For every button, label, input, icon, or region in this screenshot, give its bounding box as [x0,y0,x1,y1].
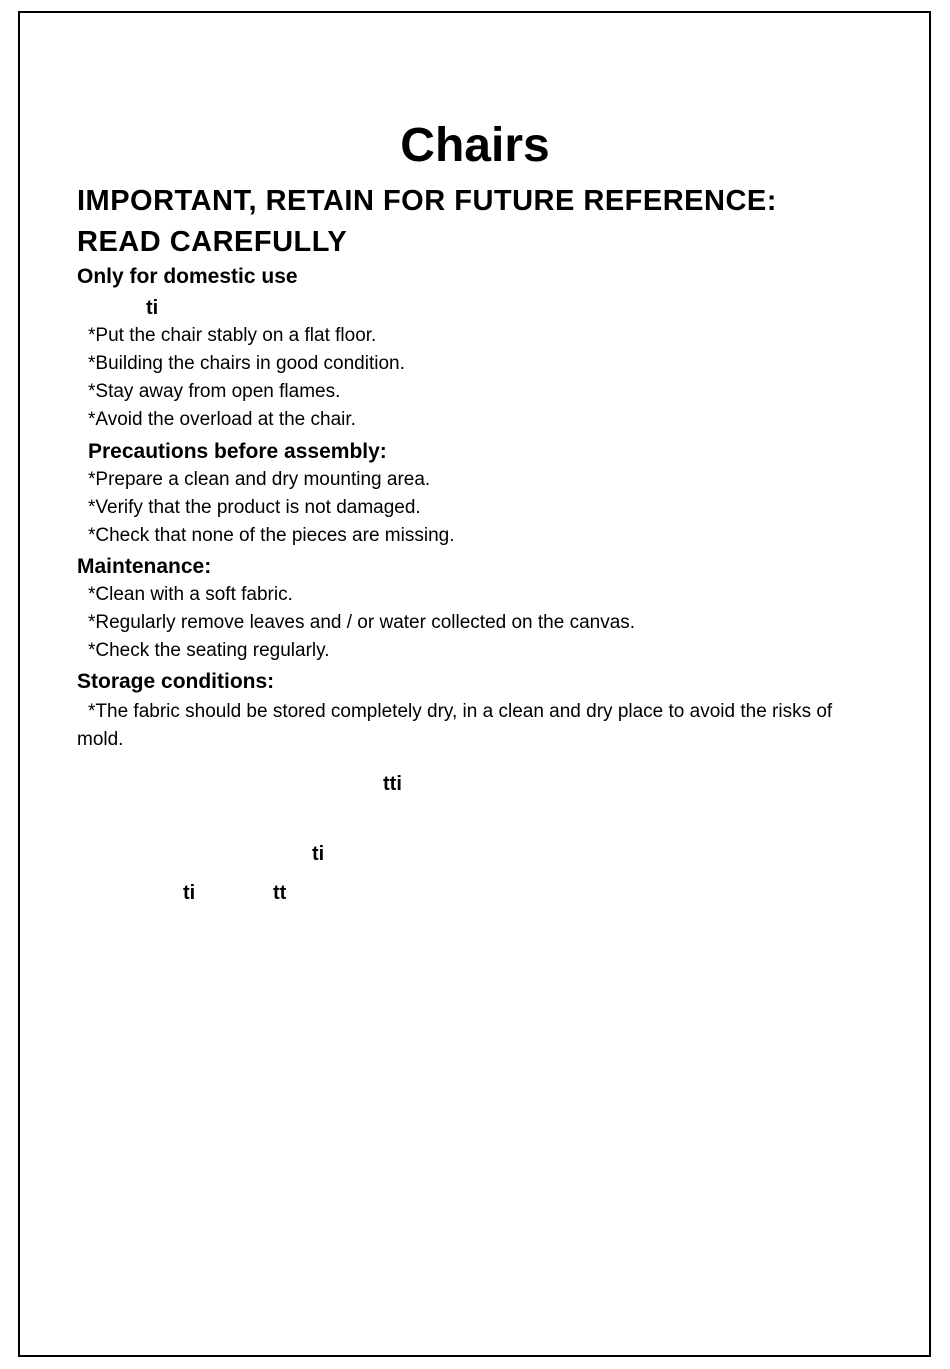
precaution-item: *Verify that the product is not damaged. [88,497,421,518]
domestic-use-heading: Only for domestic use [77,265,298,288]
text-fragment: ti [146,297,159,319]
precaution-item: *Prepare a clean and dry mounting area. [88,469,431,490]
maintenance-item: *Regularly remove leaves and / or water collected on the canvas. [88,612,636,633]
maintenance-item: *Clean with a soft fabric. [88,584,293,605]
maintenance-heading: Maintenance: [77,555,212,578]
usage-item: *Stay away from open flames. [88,381,341,402]
usage-item: *Building the chairs in good condition. [88,353,405,374]
precaution-item: *Check that none of the pieces are missing. [88,525,455,546]
storage-heading: Storage conditions: [77,670,275,693]
storage-text: *The fabric should be stored completely dry, in a clean and dry place to avoid the risks of mold. [77,701,833,750]
maintenance-item: *Check the seating regularly. [88,640,330,661]
text-fragment: tt [273,882,287,904]
document-title: Chairs [400,119,550,172]
text-fragment: ti [183,882,196,904]
text-fragment: ti [312,843,325,865]
usage-item: *Put the chair stably on a flat floor. [88,325,377,346]
text-fragment: tti [383,773,402,795]
important-notice-heading: IMPORTANT, RETAIN FOR FUTURE REFERENCE: [77,185,777,217]
precautions-heading: Precautions before assembly: [88,440,387,463]
read-carefully-heading: READ CAREFULLY [77,226,348,258]
usage-item: *Avoid the overload at the chair. [88,409,356,430]
